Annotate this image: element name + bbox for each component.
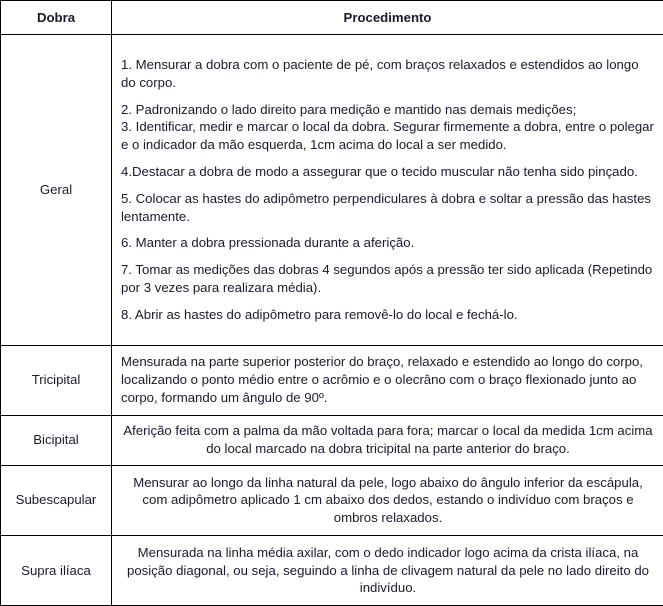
table-row: [1, 35, 663, 346]
cell-procedimento-geral: [112, 35, 663, 346]
column-header-procedimento: Procedimento: [112, 1, 663, 35]
table-row: [1, 415, 663, 465]
cell-procedimento-subescapular: [112, 465, 663, 535]
procedure-text: Mensurar ao longo da linha natural da pele, logo abaixo do ângulo inferior da escápula, com adipômetro aplicado 1 cm abaixo dos dedos, estando o indivíduo com braços e ombros relaxados.: [133, 474, 643, 526]
procedure-step: 7. Tomar as medições das dobras 4 segundos após a pressão ter sido aplicada (Repetindo por 3 vezes para realizara média).: [121, 262, 653, 296]
procedure-step: 1. Mensurar a dobra com o paciente de pé, com braços relaxados e estendidos ao longo do corpo.: [121, 56, 639, 90]
cell-procedimento-bicipital: [112, 415, 663, 465]
cell-dobra-bicipital: Bicipital: [1, 415, 112, 465]
table-header-row: [1, 1, 663, 35]
procedure-step: 8. Abrir as hastes do adipômetro para removê-lo do local e fechá-lo.: [121, 306, 518, 322]
procedure-step: 6. Manter a dobra pressionada durante a aferição.: [121, 235, 415, 251]
cell-dobra-geral: Geral: [1, 35, 112, 346]
cell-dobra-subescapular: Subescapular: [1, 465, 112, 535]
procedure-text: Mensurada na linha média axilar, com o dedo indicador logo acima da crista ilíaca, na posição diagonal, ou seja, seguindo a linha de clivagem natural da pele no lado direito do indivíduo.: [126, 544, 649, 596]
table-body: [1, 35, 663, 606]
procedure-step-list: [121, 56, 655, 324]
table-row: [1, 465, 663, 535]
procedure-step: 2. Padronizando o lado direito para medição e mantido nas demais medições;: [121, 101, 577, 117]
procedure-text: Mensurada na parte superior posterior do braço, relaxado e estendido ao longo do corpo, localizando o ponto médio entre o acrômio e o olecrâno com o braço flexionado junto ao corpo, formando um ângulo de 90º.: [121, 354, 643, 406]
procedure-step: 4.Destacar a dobra de modo a assegurar que o tecido muscular não tenha sido pinçado.: [121, 164, 638, 179]
cell-procedimento-tricipital: [112, 345, 663, 415]
table-row: [1, 345, 663, 415]
cell-procedimento-supra-iliaca: [112, 535, 663, 605]
table-row: [1, 535, 663, 605]
cell-dobra-supra-iliaca: Supra ilíaca: [1, 535, 112, 605]
table-header: [1, 1, 663, 35]
procedure-step: 3. Identificar, medir e marcar o local da dobra. Segurar firmemente a dobra, entre o polegar e o indicador da mão esquerda, 1cm acima do local a ser medido.: [121, 119, 654, 153]
procedure-step: 5. Colocar as hastes do adipômetro perpendiculares à dobra e soltar a pressão das hastes lentamente.: [121, 190, 652, 224]
procedure-text: Aferição feita com a palma da mão voltada para fora; marcar o local da medida 1cm acima do local marcado na dobra tricipital na parte anterior do braço.: [123, 423, 653, 457]
column-header-dobra: Dobra: [1, 1, 112, 35]
cell-dobra-tricipital: Tricipital: [1, 345, 112, 415]
